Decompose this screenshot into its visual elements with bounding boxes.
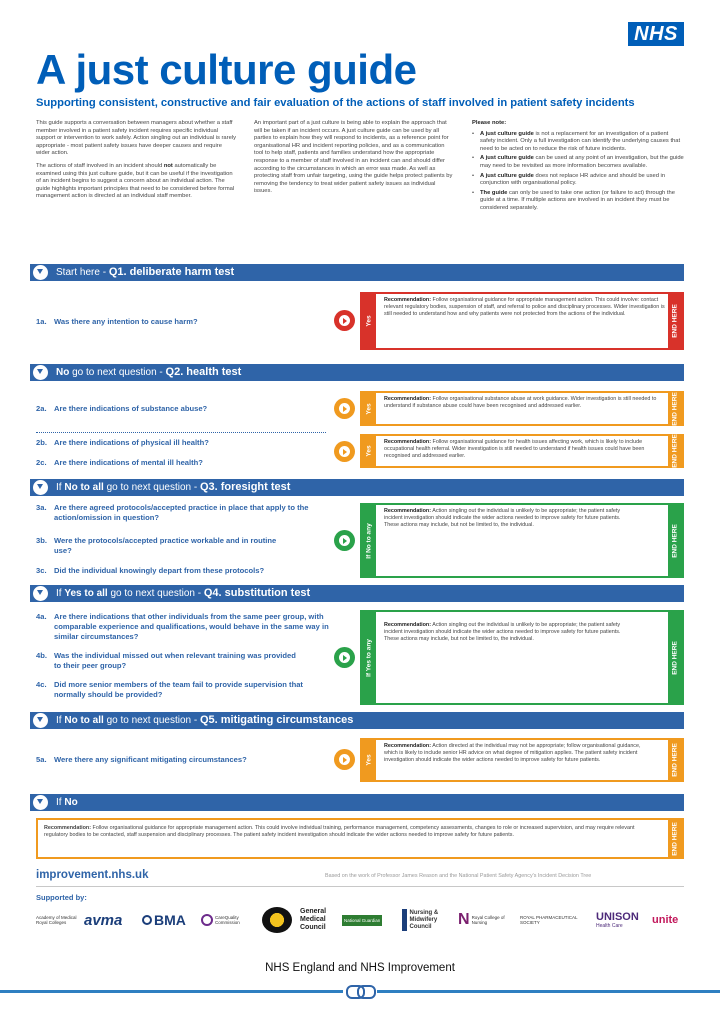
notes-column [472, 120, 684, 215]
website-link[interactable]: improvement.nhs.uk [36, 869, 149, 881]
footer-text: NHS England and NHS Improvement [265, 962, 455, 974]
supported-by-label: Supported by: [36, 893, 87, 902]
end-here-tab: END HERE [668, 436, 682, 466]
nhs-logo: NHS [628, 22, 684, 46]
question-3a: 3a. Are there agreed protocols/accepted practice in place that apply to the action/omission in question? [36, 503, 309, 522]
section-q3-header: If No to all go to next question - Q3. foresight test [30, 479, 684, 496]
chevron-down-icon [33, 795, 48, 810]
avma-logo: avma [84, 911, 123, 929]
recommendation-box-q2bc: Yes Recommendation: Follow organisational guidance for health issues affecting work, which is likely to include occupational health referral. Wider investigation is still needed to understand if health issues could have been recognised and addressed earlier. END HERE [360, 434, 684, 468]
chevron-down-icon [33, 586, 48, 601]
section-q4-header: If Yes to all go to next question - Q4. substitution test [30, 585, 684, 602]
note-item: • A just culture guide does not replace HR advice and should be used in conjunction with organisational policy. [472, 173, 684, 188]
question-4c: 4c. Did more senior members of the team fail to provide supervision that normally should be provided? [36, 680, 303, 699]
section-q2-header: No go to next question - Q2. health test [30, 364, 684, 381]
gmc-logo: General Medical Council [300, 908, 327, 931]
section-q1-header: Start here - Q1. deliberate harm test [30, 264, 684, 281]
page-title: A just culture guide [36, 46, 417, 93]
end-here-tab: END HERE [668, 740, 682, 780]
end-here-tab: END HERE [668, 820, 682, 857]
notes-title: Please note: [472, 120, 507, 126]
unite-logo: unite [652, 914, 679, 926]
credit-note: Based on the work of Professor James Reason and the National Patient Safety Agency's Incident Decision Tree [325, 873, 592, 879]
question-4a: 4a. Are there indications that other individuals from the same peer group, with comparable experience and qualifications, would behave in the same way in similar circumstances? [36, 612, 329, 641]
arrow-right-icon [334, 398, 355, 419]
question-3c: 3c. Did the individual knowingly depart from these protocols? [36, 566, 265, 575]
recommendation-box-q1: Yes Recommendation: Follow organisational guidance for appropriate management action. This could involve: contact relevant regulatory bodies, suspension of staff, and referral to police and disciplinary processes. Wider investigation is still needed to understand how and why patients were not protected from the actions of the individual. END HERE [360, 292, 684, 350]
chevron-down-icon [33, 365, 48, 380]
notes-list [472, 131, 684, 213]
recommendation-box-q5: Yes Recommendation: Action directed at the individual may not be appropriate; follow organisational guidance, which is likely to include senior HR advice on what degree of mitigation applies. The patient safety incident investigation should indicate the wider actions needed to improve safety for future patients. END HERE [360, 738, 684, 782]
intro-paragraph: This guide supports a conversation between managers about whether a staff member involved in a patient safety incident requires specific individual support or intervention to work safely. Action singling out an individual is rarely appropriate - most patient safety issues have deeper causes and require wider action. [36, 120, 236, 157]
intro-column-2 [254, 120, 454, 201]
end-here-tab: END HERE [668, 393, 682, 424]
end-here-tab: END HERE [668, 294, 682, 348]
divider [36, 432, 326, 433]
recommendation-box-q2a: Yes Recommendation: Follow organisational substance abuse at work guidance. Wider investigation is still needed to understand if substance abuse could have been recognised and addressed earlier. END HERE [360, 391, 684, 426]
arrow-right-icon [334, 749, 355, 770]
nmc-logo: Nursing & Midwifery Council [402, 905, 456, 935]
intro-paragraph: An important part of a just culture is being able to explain the approach that will be taken if an incident occurs. A just culture guide can be used by all parties to explain how they will respond to incidents, as a reference point for organisational HR and incident reporting policies, and as a communication tool to help staff, patients and families understand how the appropriate response to a member of staff involved in an incident can and should differ according to the circumstances in which an error was made. As well as protecting staff from unfair targeting, using the guide helps protect patients by removing the tendency to treat wider patient safety issues as individual issues. [254, 120, 453, 195]
unison-logo: UNISON Health Care [596, 911, 639, 929]
rcn-logo: N Royal College of Nursing [458, 911, 505, 928]
section-final-header: If No [30, 794, 684, 811]
chevron-down-icon [33, 480, 48, 495]
question-2c: 2c. Are there indications of mental ill health? [36, 458, 203, 467]
chevron-down-icon [33, 265, 48, 280]
national-guardian-logo: National Guardian [342, 905, 392, 935]
bma-logo: BMA [142, 905, 186, 935]
question-2a: 2a. Are there indications of substance abuse? [36, 404, 208, 413]
chevron-down-icon [33, 713, 48, 728]
arrow-right-icon [334, 647, 355, 668]
rps-logo: ROYAL PHARMACEUTICAL SOCIETY [520, 914, 578, 925]
note-item: • The guide can only be used to take one action (or failure to act) through the guide at a time. If multiple actions are involved in an incident they must be considered separately. [472, 190, 684, 213]
arrow-right-icon [334, 310, 355, 331]
question-5a: 5a. Were there any significant mitigating circumstances? [36, 755, 247, 764]
cqc-logo: CareQuality Commission [201, 905, 253, 935]
page-subtitle: Supporting consistent, constructive and fair evaluation of the actions of staff involved in patient safety incidents [36, 97, 635, 109]
arrow-right-icon [334, 530, 355, 551]
link-icon [343, 983, 377, 999]
end-here-tab: END HERE [668, 505, 682, 576]
question-3b: 3b. Were the protocols/accepted practice workable and in routine use? [36, 536, 277, 555]
crest-icon [262, 905, 292, 935]
section-q5-header: If No to all go to next question - Q5. mitigating circumstances [30, 712, 684, 729]
end-here-tab: END HERE [668, 612, 682, 703]
intro-column-1 [36, 120, 236, 206]
recommendation-box-final: Recommendation: Follow organisational guidance for appropriate management action. This could involve individual training, performance management, competency assessments, changes to role or increased supervision, and may require relevant regulatory bodies to be contacted, staff suspension and disciplinary processes. The patient safety incident investigation should indicate the wider actions needed to improve safety for future patients. END HERE [36, 818, 684, 859]
question-2b: 2b. Are there indications of physical ill health? [36, 438, 209, 447]
note-item: • A just culture guide is not a replacement for an investigation of a patient safety incident. Only a full investigation can identify the underlying causes that need to be acted on to reduce the risk of future incidents. [472, 131, 684, 154]
aomrc-logo: Academy of Medical Royal Colleges [36, 914, 77, 925]
note-item: • A just culture guide can be used at any point of an investigation, but the guide may need to be revisited as more information becomes available. [472, 155, 684, 170]
divider [36, 886, 684, 887]
question-4b: 4b. Was the individual missed out when relevant training was provided to their peer group? [36, 651, 296, 670]
recommendation-box-q3: If No to any Recommendation: Action singling out the individual is unlikely to be appropriate; the patient safety incident investigation should indicate the wider actions needed to improve safety for future patients. These actions may include, but not be limited to, the individual. END HERE [360, 503, 684, 578]
intro-paragraph: The actions of staff involved in an incident should not automatically be examined using this just culture guide, but it can be useful if the investigation of an incident begins to suggest a concern about an individual action. The guide highlights important principles that need to be considered before formal management action is directed at an individual staff member. [36, 162, 235, 200]
arrow-right-icon [334, 441, 355, 462]
recommendation-box-q4: If Yes to any Recommendation: Action singling out the individual is unlikely to be appropriate; the patient safety incident investigation should indicate the wider actions needed to improve safety for future patients. These actions may include, but not be limited to, the individual. END HERE [360, 610, 684, 705]
question-1a: 1a. Was there any intention to cause harm? [36, 317, 198, 326]
